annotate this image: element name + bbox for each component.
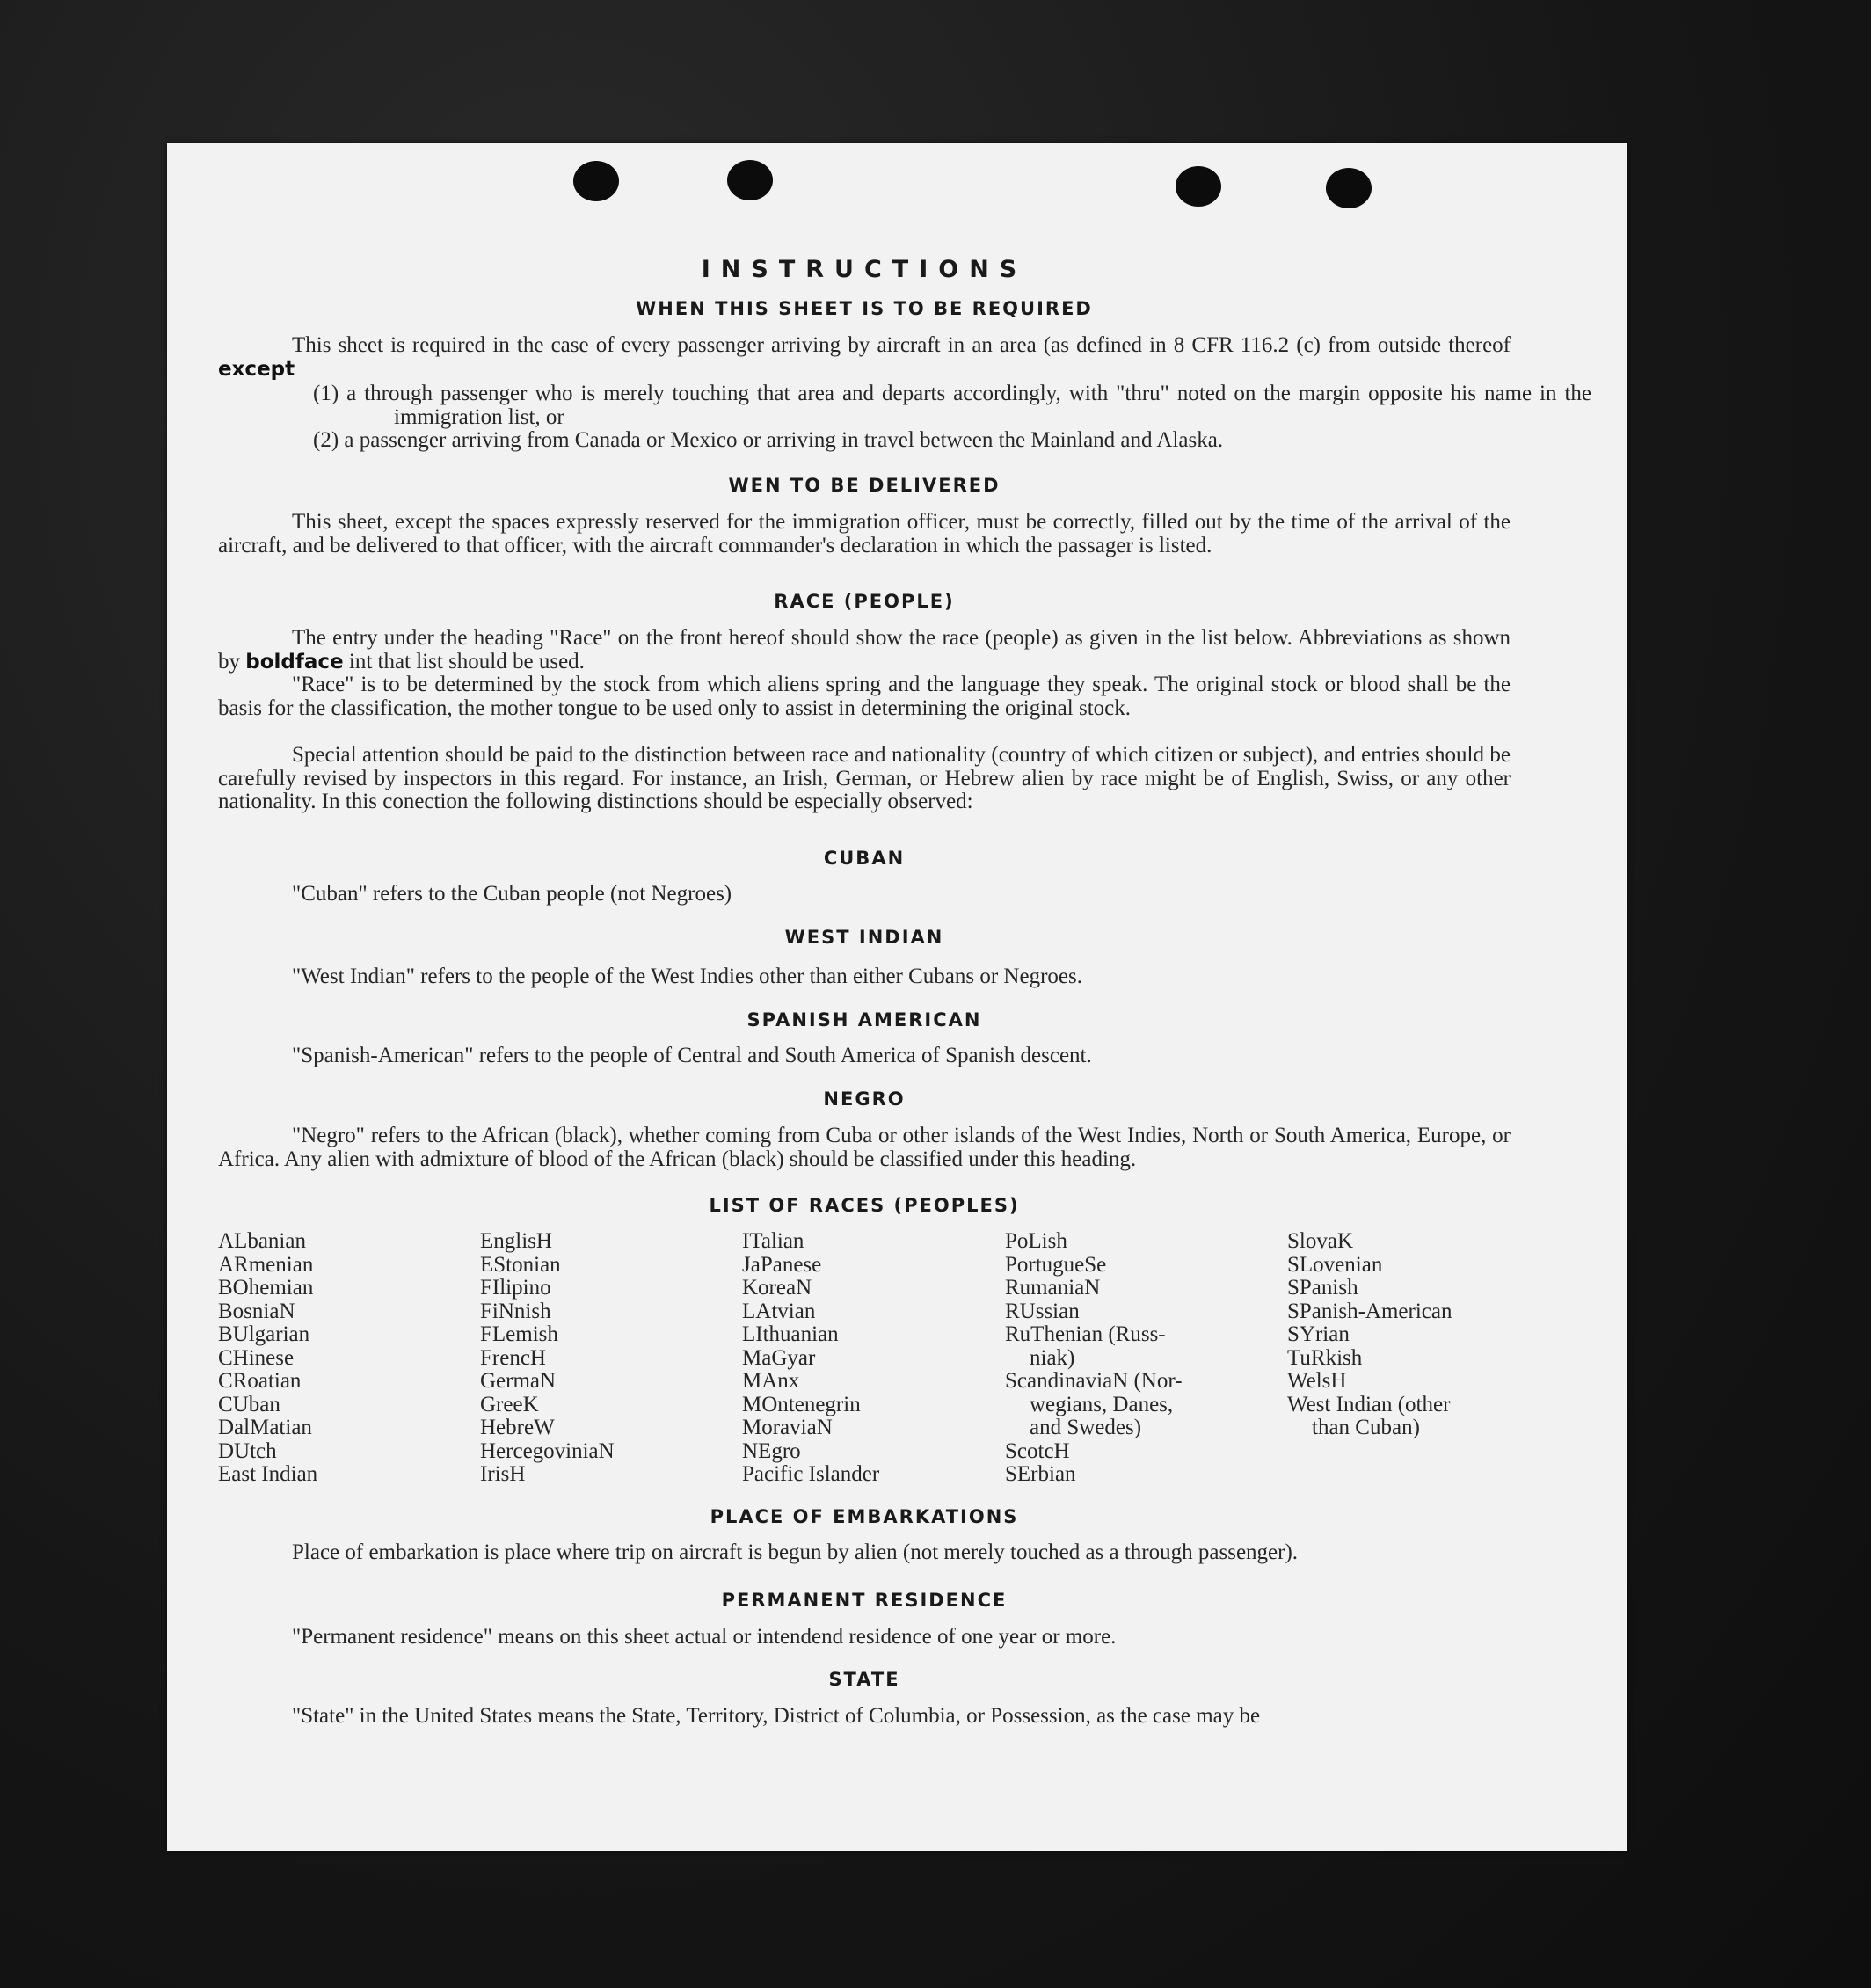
paragraph-state: "State" in the United States means the State, Territory, District of Columbia, or Possession, as the case may be (292, 1704, 1261, 1728)
race-entry: MAnx (742, 1369, 800, 1393)
race-entry: EnglisH (480, 1229, 552, 1253)
race-entry: SLovenian (1287, 1252, 1383, 1277)
race-entry: RuThenian (Russ- (1005, 1322, 1166, 1346)
races-column-4 (1005, 1230, 1183, 1487)
list-item-canada-mexico: (2) a passenger arriving from Canada or Mexico or arriving in travel between the Mainland and Alaska. (313, 428, 1224, 452)
races-column-1 (218, 1230, 317, 1487)
race-entry: ARmenian (218, 1252, 314, 1277)
race-entry: than Cuban) (1312, 1416, 1420, 1439)
race-entry: BOhemian (218, 1276, 314, 1300)
race-entry: BUlgarian (218, 1322, 310, 1346)
race-entry: SlovaK (1287, 1229, 1353, 1253)
paragraph-race-entry: The entry under the heading "Race" on the front hereof should show the race (people) as given in the list below. Abbreviations as shown by boldface int that list should be used. (218, 626, 1511, 674)
race-entry: NEgro (742, 1438, 801, 1463)
race-entry: SErbian (1005, 1462, 1076, 1486)
race-entry: FrencH (480, 1345, 546, 1370)
race-entry: ScandinaviaN (Nor- (1005, 1369, 1183, 1393)
race-entry: GermaN (480, 1369, 557, 1393)
race-entry: CHinese (218, 1345, 295, 1370)
heading-race: RACE (PEOPLE) (774, 591, 955, 612)
race-entry: RumaniaN (1005, 1276, 1101, 1300)
race-entry: ITalian (742, 1229, 804, 1253)
race-entry: CRoatian (218, 1369, 302, 1393)
race-entry: MOntenegrin (742, 1392, 861, 1416)
heading-state: STATE (828, 1669, 900, 1690)
heading-permanent-residence: PERMANENT RESIDENCE (721, 1590, 1008, 1611)
race-entry: HebreW (480, 1416, 555, 1439)
heading-negro: NEGRO (823, 1089, 906, 1110)
punch-hole-3 (1176, 166, 1221, 207)
race-entry: MaGyar (742, 1345, 816, 1370)
race-entry: FIlipino (480, 1276, 551, 1300)
race-entry: CUban (218, 1392, 280, 1416)
race-entry: RUssian (1005, 1299, 1080, 1323)
race-entry: SPanish-American (1287, 1299, 1452, 1323)
document-sheet (167, 143, 1627, 1851)
race-entry: LAtvian (742, 1299, 816, 1323)
heading-cuban: CUBAN (823, 848, 906, 869)
race-entry: MoraviaN (742, 1416, 833, 1439)
punch-hole-2 (727, 160, 773, 200)
race-entry: SYrian (1287, 1322, 1350, 1346)
list-item-through-passenger: (1) a through passenger who is merely touching that area and departs accordingly, with "thru" noted on the margin opposite his name in the immigration list, or (313, 382, 1591, 429)
punch-hole-1 (573, 161, 619, 201)
race-entry: KoreaN (742, 1276, 812, 1300)
race-entry: GreeK (480, 1392, 539, 1416)
race-entry: LIthuanian (742, 1322, 839, 1346)
paragraph-west-indian: "West Indian" refers to the people of the West Indies other than either Cubans or Negroes. (292, 965, 1082, 988)
race-entry: FiNnish (480, 1299, 551, 1323)
heading-place-of-embarkation: PLACE OF EMBARKATIONS (710, 1506, 1019, 1527)
paragraph-required: This sheet is required in the case of every passenger arriving by aircraft in an area (as defined in 8 CFR 116.2 (c) from outside thereof except (218, 333, 1511, 381)
race-entry: DalMatian (218, 1416, 312, 1439)
race-entry: EStonian (480, 1252, 561, 1277)
keyword-boldface: boldface (245, 650, 344, 674)
heading-when-required: WHEN THIS SHEET IS TO BE REQUIRED (636, 298, 1093, 319)
paragraph-race-nationality: Special attention should be paid to the distinction between race and nationality (country of which citizen or subject), and entries should be carefully revised by inspectors in this regard. For instance, an Irish, German, or Hebrew alien by race might be of English, Swiss, or any other nationality. In this conection the following distinctions should be especially observed: (218, 743, 1511, 813)
race-entry: IrisH (480, 1462, 526, 1486)
races-column-5 (1287, 1230, 1452, 1440)
page-title: INSTRUCTIONS (701, 256, 1028, 283)
paragraph-residence: "Permanent residence" means on this sheet actual or intendend residence of one year or more. (292, 1625, 1117, 1649)
races-column-3 (742, 1230, 879, 1487)
race-entry: ScotcH (1005, 1438, 1070, 1463)
race-entry: DUtch (218, 1438, 277, 1463)
race-entry: BosniaN (218, 1299, 295, 1323)
race-entry: SPanish (1287, 1276, 1358, 1300)
race-entry: East Indian (218, 1462, 318, 1486)
race-entry: ALbanian (218, 1229, 306, 1253)
races-column-2 (480, 1230, 615, 1487)
paragraph-race-stock: "Race" is to be determined by the stock from which aliens spring and the language they speak. The original stock or blood shall be the basis for the classification, the mother tongue to be used only to assist in determining the original stock. (218, 673, 1511, 720)
paragraph-cuban: "Cuban" refers to the Cuban people (not Negroes) (292, 882, 732, 906)
heading-spanish-american: SPANISH AMERICAN (746, 1009, 982, 1030)
race-entry: West Indian (other (1287, 1392, 1451, 1416)
race-entry: niak) (1030, 1345, 1075, 1370)
race-entry: wegians, Danes, (1030, 1392, 1174, 1416)
paragraph-spanish-american: "Spanish-American" refers to the people of Central and South America of Spanish descent. (292, 1044, 1092, 1067)
race-entry: PoLish (1005, 1229, 1067, 1253)
race-entry: HercegoviniaN (480, 1438, 615, 1463)
race-entry: FLemish (480, 1322, 558, 1346)
paragraph-negro: "Negro" refers to the African (black), whether coming from Cuba or other islands of the West Indies, North or South America, Europe, or Africa. Any alien with admixture of blood of the African (black) should be classified under this heading. (218, 1124, 1511, 1171)
race-entry: PortugueSe (1005, 1252, 1107, 1277)
paragraph-delivered: This sheet, except the spaces expressly reserved for the immigration officer, must be correctly, filled out by the time of the arrival of the aircraft, and be delivered to that officer, with the aircraft commander's declaration in which the passager is listed. (218, 510, 1511, 557)
race-entry: Pacific Islander (742, 1462, 880, 1486)
race-entry: and Swedes) (1030, 1416, 1142, 1439)
race-entry: WelsH (1287, 1369, 1347, 1393)
punch-hole-4 (1326, 168, 1372, 208)
race-entry: TuRkish (1287, 1345, 1363, 1370)
race-entry: JaPanese (742, 1252, 822, 1277)
keyword-except: except (218, 357, 295, 381)
heading-west-indian: WEST INDIAN (784, 927, 944, 948)
heading-list-of-races: LIST OF RACES (PEOPLES) (709, 1195, 1020, 1216)
heading-when-delivered: WEN TO BE DELIVERED (728, 475, 1001, 496)
paragraph-embarkation: Place of embarkation is place where trip on aircraft is begun by alien (not merely touched as a through passenger). (292, 1540, 1299, 1564)
